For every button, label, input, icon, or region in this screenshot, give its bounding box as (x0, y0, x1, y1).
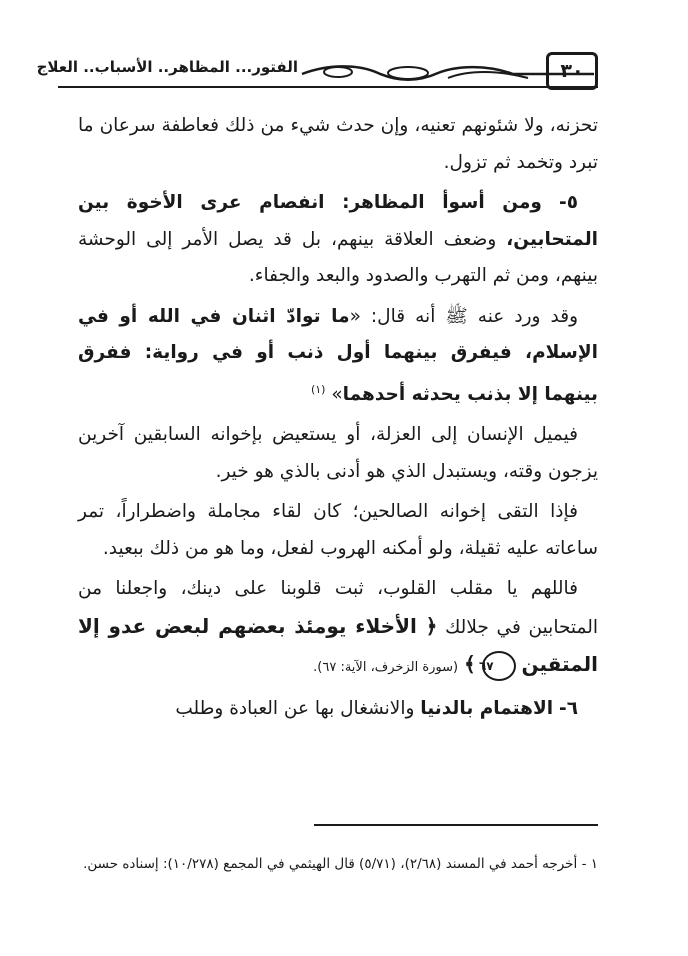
running-title: الفتور... المظاهر.. الأسباب.. العلاج (36, 58, 298, 76)
paragraph-4 (78, 417, 598, 490)
item-5-text: وضعف العلاقة بينهم، بل قد يصل الأمر إلى الوحشة بينهم، ومن ثم التهرب والصدود والبعد والجفاء. (78, 228, 598, 286)
paragraph-6 (78, 571, 598, 687)
paragraph-5-text: فإذا التقى إخوانه الصالحين؛ كان لقاء مجاملة واضطراراً، تمر ساعاته عليه ثقيلة، ولو أمكنه الهروب لفعل، وما هو من ذلك ببعيد. (78, 501, 598, 559)
page-header (36, 46, 598, 94)
item-number-5: ٥- (559, 192, 578, 213)
paragraph-7 (78, 691, 598, 728)
item-6-text: والانشغال بها عن العبادة وطلب (175, 697, 415, 719)
footnote-rule (314, 824, 598, 826)
item-6-heading: الاهتمام بالدنيا (420, 697, 554, 719)
paragraph-1 (78, 108, 598, 181)
ayah-number-icon: ٦٧ (482, 651, 516, 681)
footnote-ref: (١) (310, 382, 326, 396)
paragraph-1-text: تحزنه، ولا شئونهم تعنيه، وإن حدث شيء من ذلك فعاطفة سرعان ما تبرد وتخمد ثم تزول. (78, 115, 598, 173)
item-number-6: ٦- (559, 697, 578, 719)
quran-verse: ﴿ الأخلاء يومئذ بعضهم لبعض عدو إلا المتقين (78, 613, 598, 677)
hadith-intro: وقد ورد عنه ﷺ أنه قال: « (349, 305, 579, 327)
quran-close-bracket: ﴾ (464, 652, 476, 677)
paragraph-3 (78, 299, 598, 414)
footnote: ١ - أخرجه أحمد في المسند (٢/٦٨)، (٥/٧١) قال الهيثمي في المجمع (١٠/٢٧٨): إسناده حسن. (83, 856, 598, 872)
hadith-text: ما توادّ اثنان في الله أو في الإسلام، فيفرق بينهما أول ذنب أو في رواية: ففرق بينهما إلا بذنب يحدثه أحدهما (78, 305, 598, 405)
page-number: ٣٠ (546, 52, 598, 90)
hadith-close: » (331, 383, 343, 405)
item-5-heading: ومن أسوأ المظاهر: انفصام عرى الأخوة بين المتحابين، (78, 192, 598, 250)
paragraph-2 (78, 185, 598, 295)
prayer-text: فاللهم يا مقلب القلوب، ثبت قلوبنا على دينك، واجعلنا من المتحابين في جلالك (78, 578, 598, 638)
header-rule (58, 86, 598, 88)
paragraph-5 (78, 494, 598, 567)
surah-reference: (سورة الزخرف، الآية: ٦٧). (313, 660, 459, 676)
main-text (78, 108, 598, 731)
paragraph-4-text: فيميل الإنسان إلى العزلة، أو يستعيض بإخوانه السابقين آخرين يزجون وقته، ويستبدل الذي هو أدنى بالذي هو خير. (78, 424, 598, 482)
